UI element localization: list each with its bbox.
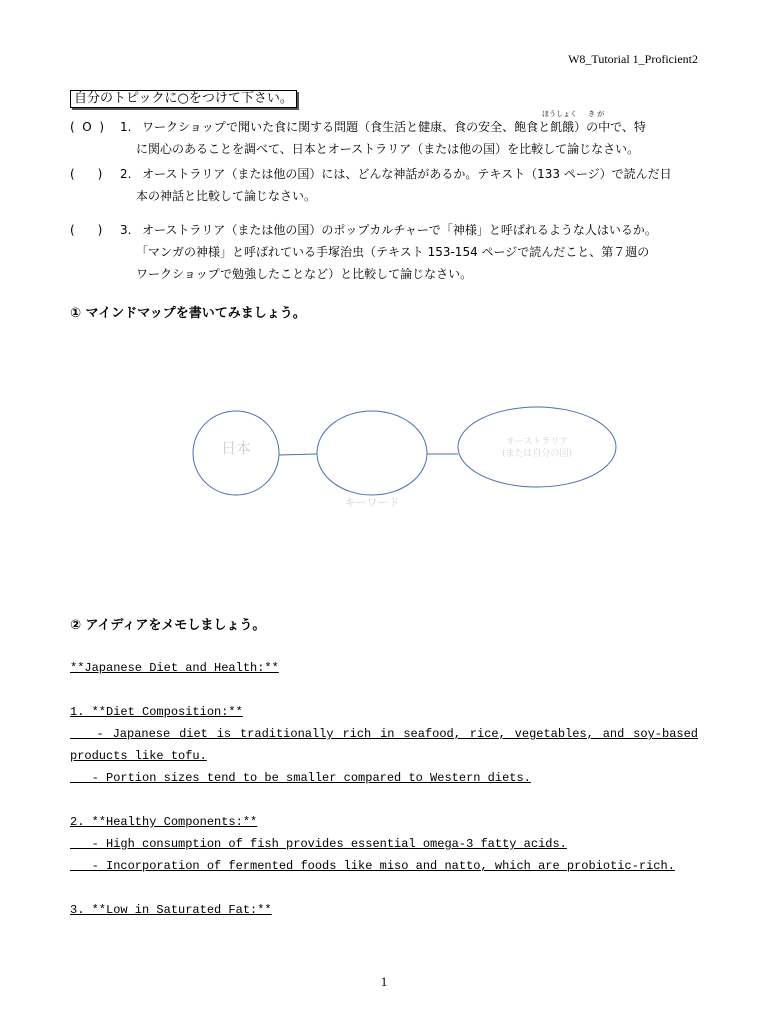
section-2-title: ② アイディアをメモしましょう。 [70, 618, 266, 633]
keyword-node[interactable] [317, 411, 427, 495]
topic-1-number: 1. [120, 120, 132, 134]
australia-label: オーストラリア [505, 437, 569, 447]
item-2-bullet-1: - High consumption of fish provides essential omega-3 fatty acids. [70, 837, 567, 851]
notes-area[interactable] [70, 657, 698, 921]
mind-map [180, 395, 620, 525]
japan-label: 日本 [220, 439, 252, 457]
topic-2-text-line2: 本の神話と比較して論じなさい。 [136, 189, 317, 203]
topic-1-selection-mark[interactable]: ( O ) [70, 120, 105, 134]
topic-3-text-line1: オーストラリア（または他の国）のポップカルチャーで「神様」と呼ばれるような人はいるか。 [142, 223, 657, 237]
notes-heading: **Japanese Diet and Health:** [70, 661, 279, 675]
own-country-label: (または自分の国) [501, 449, 573, 459]
topic-3-number: 3. [120, 223, 132, 237]
topic-2-selection-mark[interactable]: ( ) [70, 167, 103, 181]
item-2-title: 2. **Healthy Components:** [70, 815, 258, 829]
instruction-box: 自分のトピックに○をつけて下さい。 [70, 90, 297, 108]
page-number: 1 [380, 974, 388, 989]
item-1-title: 1. **Diet Composition:** [70, 705, 243, 719]
document-id: W8_Tutorial 1_Proficient2 [568, 52, 698, 66]
topic-1-text-line2: に関心のあることを調べて、日本とオーストラリア（または他の国）を比較して論じなさい。 [136, 142, 640, 156]
topic-3-text-line3: ワークショップで勉強したことなど）と比較して論じなさい。 [136, 267, 473, 281]
item-1-bullet-1b: products like tofu. [70, 749, 207, 763]
topic-3 [70, 219, 710, 285]
item-3-title: 3. **Low in Saturated Fat:** [70, 903, 272, 917]
topic-2-number: 2. [120, 167, 132, 181]
topic-1 [70, 110, 710, 160]
ruby-kiga: き が [588, 110, 605, 118]
item-1-bullet-2: - Portion sizes tend to be smaller compared to Western diets. [70, 771, 531, 785]
topic-3-selection-mark[interactable]: ( ) [70, 223, 103, 237]
ruby-hoshoku: ほうしょく [542, 110, 577, 118]
australia-node[interactable] [458, 407, 616, 487]
topic-3-text-line2: 「マンガの神様」と呼ばれている手塚治虫（テキスト 153-154 ページで読んだこと、第７週の [136, 245, 650, 259]
item-1-bullet-1a: - Japanese diet is traditionally rich in seafood, rice, vegetables, and soy-based [70, 727, 698, 741]
connector-left [279, 454, 317, 455]
keyword-caption: キーワード [344, 496, 400, 509]
section-1-title: ① マインドマップを書いてみましょう。 [70, 306, 306, 321]
topic-2-text-line1: オーストラリア（または他の国）には、どんな神話があるか。テキスト（133 ページ）で読んだ日 [142, 167, 672, 181]
topic-2 [70, 163, 710, 207]
topic-1-text-line1: ワークショップで聞いた食に関する問題（食生活と健康、食の安全、飽食と飢餓）の中で、特 [142, 120, 646, 134]
item-2-bullet-2: - Incorporation of fermented foods like miso and natto, which are probiotic-rich. [70, 859, 675, 873]
